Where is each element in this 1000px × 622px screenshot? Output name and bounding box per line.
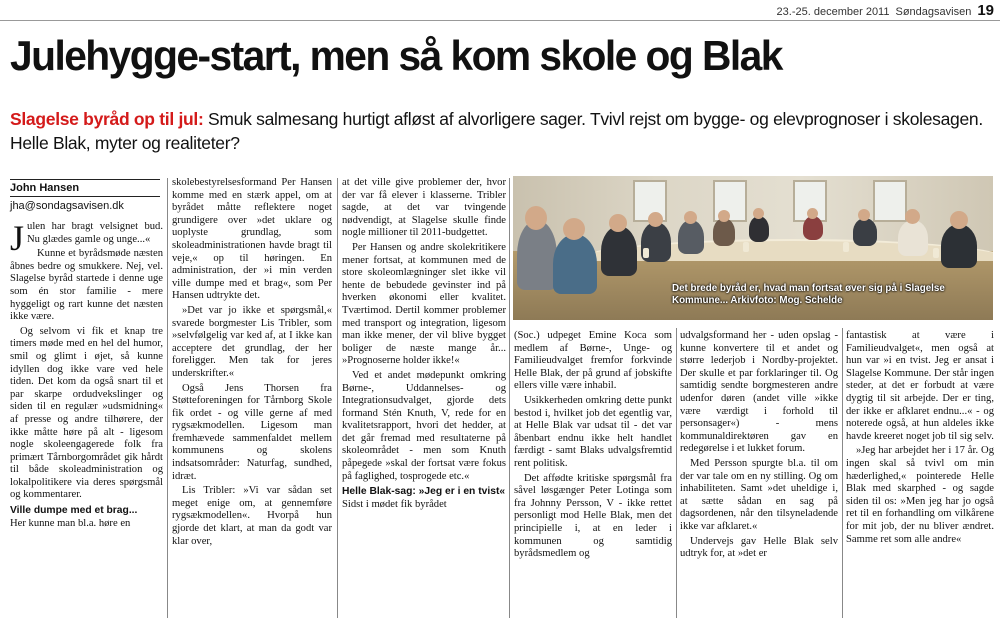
deck [10,107,985,155]
article-column-4 [514,330,672,621]
paragraph: Og selvom vi fik et knap tre timers møde med en hel del humor, smil og glimt i øjet, så kunne idyllen dog ikke vare ved hele tiden. Det kom da også snart til et par skarpe ordudvekslinger og siden til en regulær »udsmidning« af presse og andre tilhørere, der ikke måtte høre på alt - ligesom nogle skoleengagerede folk fra primært Tårnborgområdet gik hårdt til både skoleadministration og lokalpolitikere via deres spørgsmål og kommentarer. [10,325,163,501]
photo-head [905,209,920,224]
paragraph: Per Hansen og andre skolekritikere mener fortsat, at kommunen med de store skoleomlægninger slet ikke vil hente de bebudede gevinster ind på hverken økonomi eller kvalitet. Tværtimod. Dertil kommer problemer med transport og integration, ligesom man ikke mener, der vil blive bygget boliger de næste mange år... »Prognoserne holder ikke!« [342,241,506,367]
photo-person [517,220,557,290]
paragraph: Usikkerheden omkring dette punkt bestod i, hvilket job det egentlig var, at Helle Blak var udsat til - det var åbenbart endnu ikke helt handlet færdigt - samt Blaks udvalgsfremtid rent politisk. [514,394,672,469]
article-column-3 [342,177,506,621]
paragraph: Sidst i mødet fik byrådet [342,498,447,510]
photo-head [807,208,818,219]
photo-person [601,226,637,276]
issue-date: 23.-25. december 2011 [776,6,890,18]
folio [777,2,994,19]
photo-head [950,211,968,229]
paragraph: Her kunne man bl.a. høre en [10,517,131,529]
deck-text: Smuk salmesang hurtigt afløst af alvorligere sager. Tvivl rejst om bygge- og elevprognoser i skolesagen. Helle Blak, myter og realiteter? [10,109,983,153]
column-rule [676,328,677,618]
article-column-2 [172,177,332,621]
photo-head [609,214,627,232]
paragraph: skolebestyrelsesformand Per Hansen komme med en stærk appel, om at byrådet måtte reflektere noget grundigere over »det uklare og uoplyste grundlag, som skoleadministrationen havde bragt til veje,« op til høringen. En administration, der »i min verden ville dumpe med et brag«, som Per Hansen udtrykte det. [172,177,332,302]
paragraph: »Jeg har arbejdet her i 17 år. Og ingen skal så tvivl om min hæderlighed,« pointerede Helle Blak med skarphed - og sagde siden til os: »Men jeg har jo også ret til en forhandling om vilkårene for mit job, der nu bliver ændret. Samme ret som alle andre« [846,445,994,545]
photo-microphone [743,242,749,252]
photo-caption: Det brede byråd er, hvad man fortsat øver sig på i Slagelse Kommune... Arkivfoto: Mog. Schelde [672,283,945,306]
paragraph: Med Persson spurgte bl.a. til om der var tale om en ny stilling. Og om inhabiliteten. Samt »det uheldige i, at sætte sådan en sag på dagsordenen, når den tilsyneladende ikke var afklaret.« [680,457,838,532]
column-rule [842,328,843,618]
paragraph: Ved et andet mødepunkt omkring Børne-, Uddannelses- og Integrationsudvalget, gjorde dets formand Stén Knuth, V, rede for en kvalitetsrapport, hvori det hedder, at det går fremad med resultaterne på skoleområdet - men som Knuth påpegede »skal der fortsat være fokus på faglighed, tosprogede etc.« [342,369,506,482]
photo-microphone [643,248,649,258]
deck-kicker: Slagelse byråd op til jul: [10,109,204,129]
drop-cap: J [10,221,25,258]
paragraph: Julen har bragt velsignet bud. Nu glædes gamle og unge...« [10,221,163,258]
paragraph: Lis Tribler: »Vi var sådan set meget enige om, at gennemføre rygsækmodellen«. Hvorpå hun gjorde det klart, at man da godt var klar over, [172,485,332,547]
subheading: Ville dumpe med et brag... [10,505,138,517]
subheading: Helle Blak-sag: »Jeg er i en tvist« [342,486,506,498]
photo-head [525,206,547,230]
headline: Julehygge-start, men så kom skole og Blak [10,32,782,79]
column-rule [337,178,338,618]
photo-microphone [843,242,849,252]
photo-head [684,211,697,224]
paragraph: (Soc.) udpeget Emine Koca som medlem af Børne-, Unge- og Familieudvalget fremfor forkvinde Helle Blak, der på grund af jobskifte ellers ville være inhabil. [514,330,672,392]
photo-head [718,210,730,222]
column-rule [509,178,510,618]
column-rule [167,178,168,618]
photo-person [749,216,769,242]
photo-person [713,218,735,246]
paragraph: udvalgsformand her - uden opslag - kunne konvertere til et andet og større lederjob i Nordby-projektet. Der skulle et par forklaringer til. Og samtidig sendte borgmesteren andre udenfor døren (andet ville »ikke være værdigt i forhold til personsager«) - mens kommunaldirektøren gav en redegørelse i et lukket forum. [680,330,838,455]
photo-person [853,218,877,246]
article-column-6 [846,330,994,621]
photo-head [753,208,764,219]
author-name: John Hansen [10,179,160,197]
paragraph: fantastisk at være i Familieudvalget«, men også at hun var »i en tvist. Jeg er ansat i Slagelse Kommune. Der står ingen steder, at det er forbudt at være dygtig til sit arbejde. Der er ting, der ikke er afklaret endnu...« - og noterede også, at hun aldeles ikke havde kreeret noget job til sig selv. [846,330,994,442]
paper-name: Søndagsavisen [895,6,972,18]
photo-person [898,220,928,256]
photo-microphone [933,248,939,258]
photo-person [678,220,704,254]
photo-person [553,234,597,294]
article-column-5 [680,330,838,621]
paragraph: at det ville give problemer der, hvor der var få elever i klasserne. Tribler sagde, at det var tvingende nødvendigt, at Slagelse skulle finde nogle millioner til 2011-budgettet. [342,177,506,239]
photo-head [563,218,585,240]
photo-head [858,209,870,221]
photo-person [803,216,823,240]
photo-person [941,224,977,268]
article-column-1 [10,221,163,621]
photo-window [873,180,907,222]
byline [10,179,160,212]
paragraph: Kunne et byrådsmøde næsten åbnes bedre og smukkere. Nej, vel. Slagelse byråd startede i denne uge som én stor familie - mere hyggeligt og rart kunne det næsten ikke være. [10,248,163,323]
author-email[interactable]: jha@sondagsavisen.dk [10,200,124,212]
paragraph: Undervejs gav Helle Blak selv udtryk for, at »det er [680,535,838,560]
paragraph: »Det var jo ikke et spørgsmål,« svarede borgmester Lis Tribler, som »selvfølgelig var ked af, at I ikke kan acceptere det grundlag, der her foreligger. Men tak for jeres underskrifter.« [172,304,332,379]
photo-head [648,212,663,227]
paragraph: Det affødte kritiske spørgsmål fra såvel løsgænger Peter Lotinga som fra Johnny Persson, V - ikke rettet personligt mod Helle Blak, men det principielle i, at en leder i kommunen og samtidig byrådsmedlem og [514,472,672,560]
paragraph: Også Jens Thorsen fra Støtteforeningen for Tårnborg Skole fik ordet - og ville gerne af med rygsækmodellen. Ligesom man fremhævede sammenfaldet mellem kommunens og skolens indsatsområder: Naturfag, sundhed, idræt. [172,382,332,482]
top-rule [0,20,1000,21]
page-number: 19 [977,2,994,19]
